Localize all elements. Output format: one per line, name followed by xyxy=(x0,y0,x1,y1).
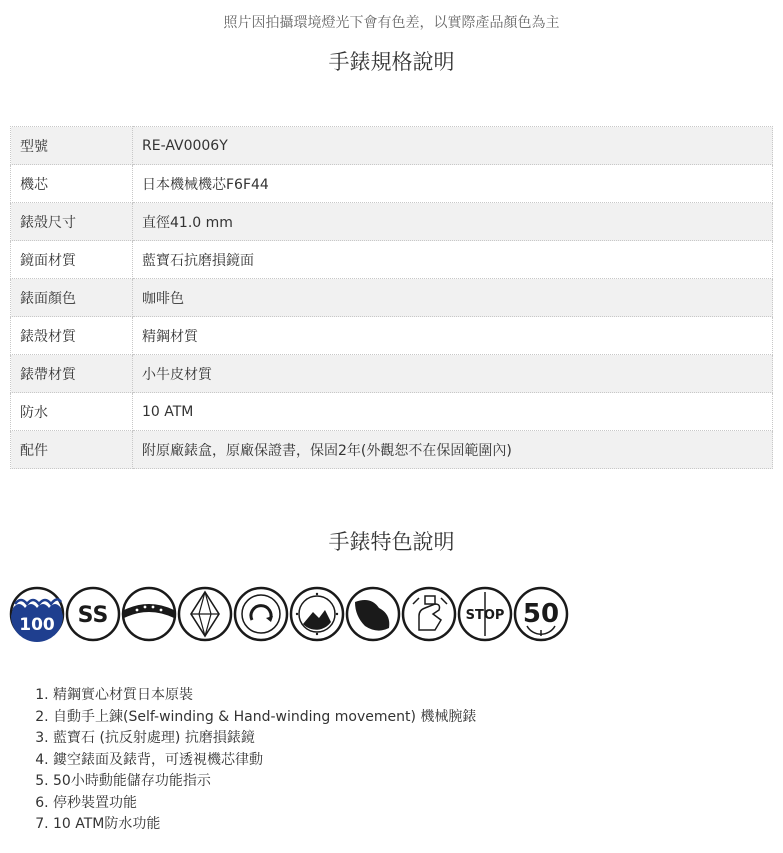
spec-value: 咖啡色 xyxy=(133,279,773,317)
spec-label: 機芯 xyxy=(11,165,133,203)
icon-label-50: 50 xyxy=(522,599,560,629)
spec-label: 防水 xyxy=(11,393,133,431)
spec-label: 錶殼尺寸 xyxy=(11,203,133,241)
power-reserve-50-icon xyxy=(513,586,569,642)
table-row xyxy=(11,241,773,279)
spec-label: 錶帶材質 xyxy=(11,355,133,393)
list-item: 7. 10 ATM防水功能 xyxy=(53,814,476,836)
spec-label: 配件 xyxy=(11,431,133,469)
table-row xyxy=(11,355,773,393)
list-item: 2. 自動手上鍊(Self-winding & Hand-winding movement) 機械腕錶 xyxy=(53,707,476,729)
list-item: 1. 精鋼實心材質日本原裝 xyxy=(53,685,476,707)
table-row xyxy=(11,127,773,165)
spec-value: 精鋼材質 xyxy=(133,317,773,355)
water-resistance-100-icon xyxy=(9,586,65,642)
icon-label-ss: SS xyxy=(77,603,109,628)
spec-value: RE-AV0006Y xyxy=(133,127,773,165)
color-notice: 照片因拍攝環境燈光下會有色差，以實際產品顏色為主 xyxy=(223,15,560,31)
sapphire-crystal-icon xyxy=(177,586,233,642)
list-item: 5. 50小時動能儲存功能指示 xyxy=(53,771,476,793)
table-row xyxy=(11,431,773,469)
list-item: 4. 鏤空錶面及錶背，可透視機芯律動 xyxy=(53,750,476,772)
list-item: 3. 藍寶石 (抗反射處理) 抗磨損錶鏡 xyxy=(53,728,476,750)
spec-value: 直徑41.0 mm xyxy=(133,203,773,241)
table-row xyxy=(11,393,773,431)
spec-label: 型號 xyxy=(11,127,133,165)
table-row xyxy=(11,165,773,203)
icon-label-100: 100 xyxy=(19,615,55,635)
icon-label-stop: STOP xyxy=(465,608,505,623)
exhibition-caseback-icon xyxy=(289,586,345,642)
strap-icon xyxy=(121,586,177,642)
list-item: 6. 停秒裝置功能 xyxy=(53,793,476,815)
stainless-steel-icon xyxy=(65,586,121,642)
feature-title: 手錶特色說明 xyxy=(328,530,455,554)
spec-value: 小牛皮材質 xyxy=(133,355,773,393)
leather-strap-icon xyxy=(345,586,401,642)
automatic-winding-icon xyxy=(233,586,289,642)
table-row xyxy=(11,317,773,355)
spec-label: 錶殼材質 xyxy=(11,317,133,355)
table-row xyxy=(11,203,773,241)
stop-seconds-icon xyxy=(457,586,513,642)
hand-winding-icon xyxy=(401,586,457,642)
spec-value: 日本機械機芯F6F44 xyxy=(133,165,773,203)
spec-table xyxy=(10,126,773,469)
spec-value: 附原廠錶盒，原廠保證書，保固2年(外觀恕不在保固範圍內) xyxy=(133,431,773,469)
spec-title: 手錶規格說明 xyxy=(328,50,455,74)
spec-value: 藍寶石抗磨損鏡面 xyxy=(133,241,773,279)
spec-label: 鏡面材質 xyxy=(11,241,133,279)
spec-label: 錶面顏色 xyxy=(11,279,133,317)
feature-icons xyxy=(9,586,569,642)
feature-list xyxy=(0,685,476,836)
spec-value: 10 ATM xyxy=(133,393,773,431)
table-row xyxy=(11,279,773,317)
